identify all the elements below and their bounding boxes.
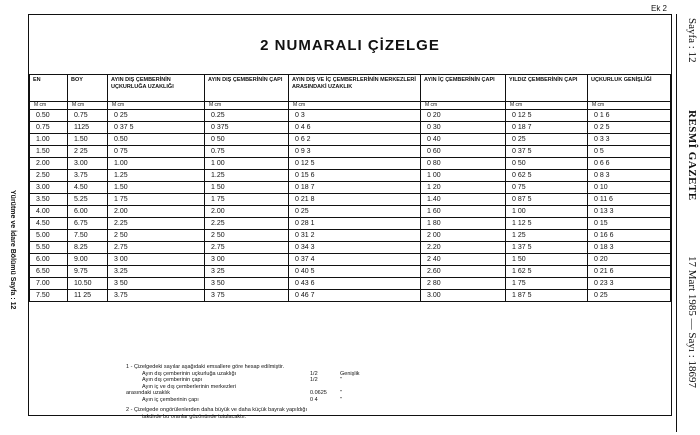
table-cell: 0 9 3: [289, 146, 421, 158]
table-cell: 10.50: [68, 278, 108, 290]
note-item: [126, 396, 342, 404]
table-cell: 9.00: [68, 254, 108, 266]
page-number-label: Sayfa : 12: [686, 18, 698, 63]
table-cell: 2.00: [30, 158, 68, 170]
table-cell: 3 25: [205, 266, 289, 278]
gazette-date-issue: 17 Mart 1985 — Sayı : 18697: [686, 255, 698, 388]
notes-section: [126, 364, 360, 420]
table-body: [30, 110, 671, 302]
table-cell: 1 50: [205, 182, 289, 194]
table-cell: 3 00: [205, 254, 289, 266]
table-cell: 0 21 8: [289, 194, 421, 206]
table-cell: 0 20: [588, 254, 671, 266]
table-row: [30, 122, 671, 134]
table-cell: 2.00: [108, 206, 205, 218]
table-cell: 0 40: [421, 134, 506, 146]
table-cell: 3.00: [421, 290, 506, 302]
table-cell: 2 40: [421, 254, 506, 266]
table-cell: 3.50: [30, 194, 68, 206]
table-cell: 0 18 3: [588, 242, 671, 254]
table-row: [30, 194, 671, 206]
table-cell: 1.00: [108, 158, 205, 170]
table-cell: 2.50: [30, 170, 68, 182]
table-cell: 0 4 6: [289, 122, 421, 134]
table-cell: 7.00: [30, 278, 68, 290]
table-cell: 1 87 5: [506, 290, 588, 302]
unit-label: M cm: [421, 102, 506, 110]
table-row: [30, 242, 671, 254]
table-cell: 0 37 5: [506, 146, 588, 158]
table-cell: 9.75: [68, 266, 108, 278]
annex-label: Ek 2: [651, 4, 668, 13]
note-item-label: Ayın iç ve dış çemberlerinin merkezleri: [142, 383, 237, 390]
table-cell: 0 18 7: [506, 122, 588, 134]
table-cell: 0 25: [506, 134, 588, 146]
table-row: [30, 218, 671, 230]
note-item-label: Ayın dış çemberinin çapı: [142, 377, 203, 383]
table-cell: 0 23 3: [588, 278, 671, 290]
table-cell: 1 37 5: [506, 242, 588, 254]
note-item-extra: ": [340, 377, 342, 383]
dimension-table: [29, 74, 671, 302]
table-cell: 1.25: [108, 170, 205, 182]
table-cell: 1 20: [421, 182, 506, 194]
table-cell: 6.00: [68, 206, 108, 218]
table-cell: 0 30: [421, 122, 506, 134]
note-1-heading: 1 - Çizelgedeki sayılar aşağıdaki emsallere göre hesap edilmiştir.: [126, 364, 285, 370]
table-cell: 3.75: [68, 170, 108, 182]
unit-label: M cm: [588, 102, 671, 110]
table-cell: 1.25: [205, 170, 289, 182]
table-cell: 1 00: [506, 206, 588, 218]
table-cell: 1 75: [506, 278, 588, 290]
table-row: [30, 158, 671, 170]
unit-label: M cm: [30, 102, 68, 110]
note-2-line-1: 2 - Çizelgede ongörülenlerden daha büyük ve daha küçük bayrak yapıldığı: [126, 407, 308, 413]
column-header: AYIN DIŞ ÇEMBERİNİN UÇKURLUĞA UZAKLIĞI: [108, 75, 205, 102]
table-cell: 5.00: [30, 230, 68, 242]
table-cell: 0 80: [421, 158, 506, 170]
note-item-value: 1/2: [310, 377, 318, 383]
table-cell: 0.75: [205, 146, 289, 158]
table-row: [30, 254, 671, 266]
header-row: [30, 75, 671, 102]
table-cell: 1 12 5: [506, 218, 588, 230]
table-cell: 0 11 6: [588, 194, 671, 206]
note-item-extra: Genişlik: [340, 370, 360, 377]
table-cell: 8.25: [68, 242, 108, 254]
table-cell: 0.50: [30, 110, 68, 122]
table-cell: 2.75: [108, 242, 205, 254]
table-cell: 0 10: [588, 182, 671, 194]
table-cell: 0 21 6: [588, 266, 671, 278]
chart-frame: [28, 14, 672, 416]
table-cell: 0.75: [68, 110, 108, 122]
table-cell: 0 40 5: [289, 266, 421, 278]
unit-label: M cm: [289, 102, 421, 110]
table-cell: 3.75: [108, 290, 205, 302]
table-row: [30, 290, 671, 302]
column-header: UÇKURLUK GENİŞLİĞİ: [588, 75, 671, 102]
table-cell: 0 43 6: [289, 278, 421, 290]
table-cell: 0 1 6: [588, 110, 671, 122]
note-item-value: 1/2: [310, 370, 318, 377]
table-cell: 0 3: [289, 110, 421, 122]
table-row: [30, 146, 671, 158]
table-row: [30, 206, 671, 218]
note-item-value: 0 4: [310, 396, 318, 403]
table-row: [30, 266, 671, 278]
table-cell: 2.25: [205, 218, 289, 230]
table-cell: 3 50: [108, 278, 205, 290]
table-cell: 3.25: [108, 266, 205, 278]
table-cell: 0 37 5: [108, 122, 205, 134]
table-cell: 0 31 2: [289, 230, 421, 242]
table-cell: 0 28 1: [289, 218, 421, 230]
unit-label: M cm: [68, 102, 108, 110]
table-cell: 2.20: [421, 242, 506, 254]
note-item-label: arasındaki uzaklık: [126, 390, 171, 396]
unit-row: [30, 102, 671, 110]
table-cell: 0 15 6: [289, 170, 421, 182]
table-cell: 0.50: [108, 134, 205, 146]
table-cell: 6.00: [30, 254, 68, 266]
table-cell: 1 80: [421, 218, 506, 230]
table-cell: 2.25: [108, 218, 205, 230]
table-cell: 0 34 3: [289, 242, 421, 254]
table-cell: 2 50: [205, 230, 289, 242]
column-header: BOY: [68, 75, 108, 102]
table-row: [30, 110, 671, 122]
table-cell: 0 62 5: [506, 170, 588, 182]
table-cell: 0 8 3: [588, 170, 671, 182]
table-cell: 0 25: [289, 206, 421, 218]
table-row: [30, 182, 671, 194]
table-cell: 0 60: [421, 146, 506, 158]
table-cell: 1 62 5: [506, 266, 588, 278]
table-cell: 0.25: [205, 110, 289, 122]
unit-label: M cm: [205, 102, 289, 110]
table-cell: 0 46 7: [289, 290, 421, 302]
note-item-label: Ayın dış çemberinin uçkurluğa uzaklığı: [142, 370, 237, 377]
table-cell: 0 6 6: [588, 158, 671, 170]
table-cell: 0 12 5: [289, 158, 421, 170]
table-cell: 2.60: [421, 266, 506, 278]
note-item-value: 0.0625: [310, 390, 327, 396]
table-cell: 2 80: [421, 278, 506, 290]
column-header: AYIN DIŞ VE İÇ ÇEMBERLERİNİN MERKEZLERİ ARASINDAKİ UZAKLIK: [289, 75, 421, 102]
table-cell: 5.25: [68, 194, 108, 206]
table-cell: 0 37 4: [289, 254, 421, 266]
right-divider-line: [676, 14, 677, 432]
table-cell: 0 20: [421, 110, 506, 122]
table-cell: 0 5: [588, 146, 671, 158]
table-cell: 2 25: [68, 146, 108, 158]
table-cell: 1.50: [30, 146, 68, 158]
table-cell: 0 375: [205, 122, 289, 134]
table-cell: 2 50: [108, 230, 205, 242]
table-cell: 0.75: [30, 122, 68, 134]
table-cell: 4.00: [30, 206, 68, 218]
table-cell: 6.75: [68, 218, 108, 230]
table-cell: 0 25: [588, 290, 671, 302]
page-title: 2 NUMARALI ÇİZELGE: [260, 37, 440, 54]
table-cell: 0 75: [506, 182, 588, 194]
table-cell: 0 15: [588, 218, 671, 230]
table-cell: 1125: [68, 122, 108, 134]
note-item-extra: ": [340, 390, 342, 396]
table-cell: 0 87 5: [506, 194, 588, 206]
table-cell: 3 75: [205, 290, 289, 302]
table-cell: 1 50: [506, 254, 588, 266]
table-cell: 1.50: [68, 134, 108, 146]
table-cell: 6.50: [30, 266, 68, 278]
table-cell: 0 50: [205, 134, 289, 146]
table-cell: 4.50: [68, 182, 108, 194]
table-cell: 0 75: [108, 146, 205, 158]
table-cell: 0 2 5: [588, 122, 671, 134]
table-cell: 1 25: [506, 230, 588, 242]
table-cell: 0 18 7: [289, 182, 421, 194]
table-cell: 7.50: [68, 230, 108, 242]
table-cell: 7.50: [30, 290, 68, 302]
table-cell: 1 00: [421, 170, 506, 182]
note-item-label: Ayın iç çemberinin çapı: [142, 396, 199, 403]
table-cell: 0 6 2: [289, 134, 421, 146]
table-row: [30, 230, 671, 242]
table-cell: 0 12 5: [506, 110, 588, 122]
unit-label: M cm: [506, 102, 588, 110]
table-cell: 5.50: [30, 242, 68, 254]
table-cell: 0 13 3: [588, 206, 671, 218]
right-margin-header: [678, 18, 698, 433]
table-cell: 3.00: [68, 158, 108, 170]
column-header: AYIN DIŞ ÇEMBERİNİN ÇAPI: [205, 75, 289, 102]
table-cell: 1 00: [205, 158, 289, 170]
table-cell: 0 25: [108, 110, 205, 122]
table-cell: 2.00: [205, 206, 289, 218]
note-item-extra: ": [340, 396, 342, 403]
column-header: EN: [30, 75, 68, 102]
table-cell: 2.75: [205, 242, 289, 254]
table-cell: 1 60: [421, 206, 506, 218]
table-cell: 3 00: [108, 254, 205, 266]
table-cell: 1 75: [205, 194, 289, 206]
table-cell: 1.50: [108, 182, 205, 194]
table-cell: 11 25: [68, 290, 108, 302]
table-cell: 2 00: [421, 230, 506, 242]
gazette-name: RESMÎ GAZETE: [686, 110, 698, 202]
left-margin-note: Yürütme ve İdare Bölümü Sayfa : 12: [9, 190, 16, 310]
table-cell: 1.00: [30, 134, 68, 146]
table-cell: 1.40: [421, 194, 506, 206]
note-2-line-2: takdirde bu oranlar gözönünde tutulacaktır.: [142, 413, 247, 420]
column-header: AYIN İÇ ÇEMBERİNİN ÇAPI: [421, 75, 506, 102]
table-cell: 1 75: [108, 194, 205, 206]
table-cell: 3 50: [205, 278, 289, 290]
unit-label: M cm: [108, 102, 205, 110]
table-cell: 0 3 3: [588, 134, 671, 146]
table-row: [30, 134, 671, 146]
table-cell: 4.50: [30, 218, 68, 230]
table-cell: 3.00: [30, 182, 68, 194]
table-cell: 0 16 6: [588, 230, 671, 242]
table-row: [30, 170, 671, 182]
column-header: YILDIZ ÇEMBERİNİN ÇAPI: [506, 75, 588, 102]
table-row: [30, 278, 671, 290]
table-cell: 0 50: [506, 158, 588, 170]
